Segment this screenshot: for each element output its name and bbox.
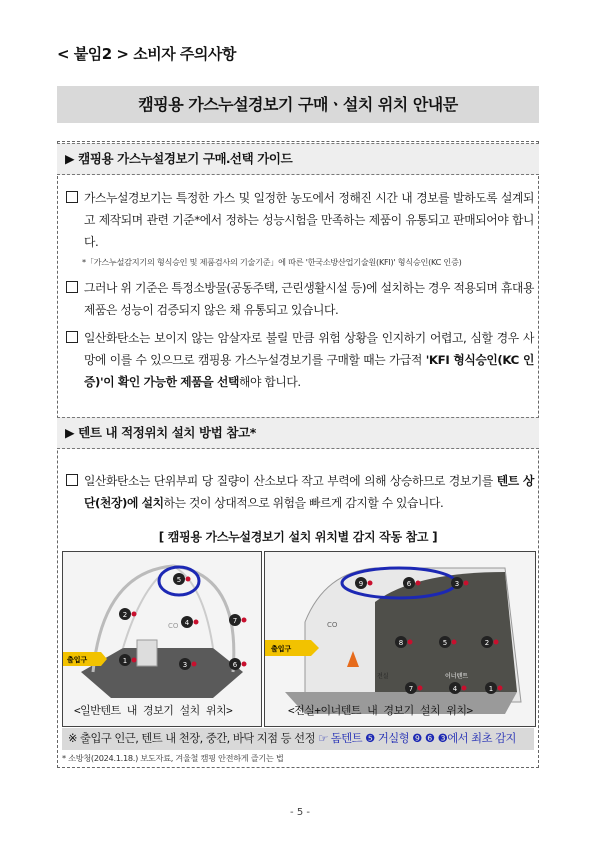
sensor-marker-label: 2 — [122, 611, 128, 619]
vestibule-tent-svg — [265, 552, 535, 726]
sensor-dot — [494, 640, 499, 645]
sensor-dot — [464, 581, 469, 586]
checkbox-bullet — [66, 191, 78, 203]
vestibule-tent-caption: <전실+이너텐트 내 경보기 설치 위치> — [288, 704, 473, 717]
sensor-dot — [416, 581, 421, 586]
text-part: 해야 합니다. — [238, 375, 301, 389]
checkbox-bullet — [66, 474, 78, 486]
sensor-dot — [498, 686, 503, 691]
sensor-marker-label: 9 — [358, 580, 364, 588]
sensor-marker-label: 5 — [176, 576, 182, 584]
paragraph-text: 그러나 위 기준은 특정소방물(공동주택, 근린생활시설 등)에 설치하는 경우 적용되며 휴대용 제품은 성능이 검증되지 않은 채 유통되고 있습니다. — [84, 281, 534, 317]
sensor-marker-label: 4 — [184, 619, 190, 627]
sensor-dot — [452, 640, 457, 645]
sensor-dot — [132, 658, 137, 663]
text-emphasis: 'KFI 형식승인(KC 인증)'이 확인 가능한 제품을 선택 — [84, 353, 534, 389]
sensor-dot — [132, 612, 137, 617]
page-heading: < 붙임2 > 소비자 주의사항 — [57, 45, 236, 63]
sensor-dot — [186, 577, 191, 582]
entrance-label: 출입구 — [67, 656, 88, 664]
sensor-marker-label: 6 — [232, 661, 238, 669]
text-part: 하는 것이 상대적으로 위험을 빠르게 감지할 수 있습니다. — [163, 496, 444, 510]
sensor-marker-label: 7 — [408, 685, 414, 693]
sensor-dot — [368, 581, 373, 586]
page-number: - 5 - — [290, 807, 310, 818]
sensor-dot — [192, 662, 197, 667]
dome-tent-svg — [63, 552, 261, 726]
paragraph-text — [84, 327, 534, 393]
sensor-marker-label: 3 — [454, 580, 460, 588]
entrance-label: 출입구 — [271, 645, 292, 653]
standard-note: *「가스누설감지기의 형식승인 및 제품검사의 기술기준」에 따른 '한국소방산업기술원(KFI)' 형식승인(KC 인증) — [82, 257, 462, 267]
paragraph-ceiling-install — [66, 470, 534, 514]
sensor-dot — [194, 620, 199, 625]
sensor-marker-label: 1 — [122, 657, 128, 665]
paragraph-text — [84, 470, 534, 514]
sensor-marker-label: 8 — [398, 639, 404, 647]
note-highlight: ☞ 돔텐트 ❺ 거실형 ❾ ❻ ❸에서 최초 감지 — [318, 732, 516, 745]
dome-tent-illustration — [62, 551, 262, 727]
sensor-dot — [418, 686, 423, 691]
title-banner: 캠핑용 가스누설경보기 구매ㆍ설치 위치 안내문 — [57, 86, 539, 123]
figure-title: [ 캠핑용 가스누설경보기 설치 위치별 감지 작동 참고 ] — [158, 530, 438, 544]
checkbox-bullet — [66, 331, 78, 343]
paragraph-certification — [66, 187, 534, 253]
co-label: CO — [168, 622, 179, 630]
detection-summary-note — [62, 728, 534, 750]
heater-icon — [137, 640, 157, 666]
section-header-install-location: ▶ 텐트 내 적정위치 설치 방법 참고* — [57, 417, 539, 449]
section-header-purchase-guide: ▶ 캠핑용 가스누설경보기 구매․선택 가이드 — [57, 143, 539, 175]
inner-tent-label: 이너텐트 — [445, 673, 469, 680]
sensor-marker-label: 4 — [452, 685, 458, 693]
paragraph-text: 가스누설경보기는 특정한 가스 및 일정한 농도에서 정해진 시간 내 경보를 발하도록 설계되고 제작되며 관련 기준*에서 정하는 성능시험을 만족하는 제품이 유통되고 판매되어야 합니다. — [84, 191, 534, 249]
sensor-dot — [242, 618, 247, 623]
sensor-marker-label: 6 — [406, 580, 412, 588]
sensor-dot — [462, 686, 467, 691]
paragraph-portable-products — [66, 277, 534, 321]
sensor-marker-label: 2 — [484, 639, 490, 647]
source-footnote: * 소방청(2024.1.18.) 보도자료, 겨울철 캠핑 안전하게 즐기는 법 — [62, 753, 284, 763]
checkbox-bullet — [66, 281, 78, 293]
paragraph-carbon-monoxide — [66, 327, 534, 393]
text-part: 일산화탄소는 보이지 않는 암살자로 불릴 만큼 위험 상황을 인지하기 어렵고, 심할 경우 사망에 이를 수 있으므로 캠핑용 가스누설경보기를 구매할 때는 가급적 — [84, 331, 534, 367]
text-emphasis: 텐트 상단(천장)에 설치 — [84, 474, 535, 510]
vestibule-label: 전실 — [377, 673, 389, 680]
sensor-marker-label: 1 — [488, 685, 494, 693]
note-text: ※ 출입구 인근, 텐트 내 천장, 중간, 바닥 지점 등 선정 — [68, 732, 319, 745]
co-label: CO — [327, 621, 338, 629]
sensor-dot — [408, 640, 413, 645]
sensor-dot — [242, 662, 247, 667]
sensor-marker-label: 7 — [232, 617, 238, 625]
sensor-marker-label: 3 — [182, 661, 188, 669]
text-part: 일산화탄소는 단위부피 당 질량이 산소보다 작고 부력에 의해 상승하므로 경보기를 — [84, 474, 497, 488]
vestibule-tent-illustration — [264, 551, 536, 727]
dome-tent-caption: <일반텐트 내 경보기 설치 위치> — [74, 704, 233, 717]
sensor-marker-label: 5 — [442, 639, 448, 647]
